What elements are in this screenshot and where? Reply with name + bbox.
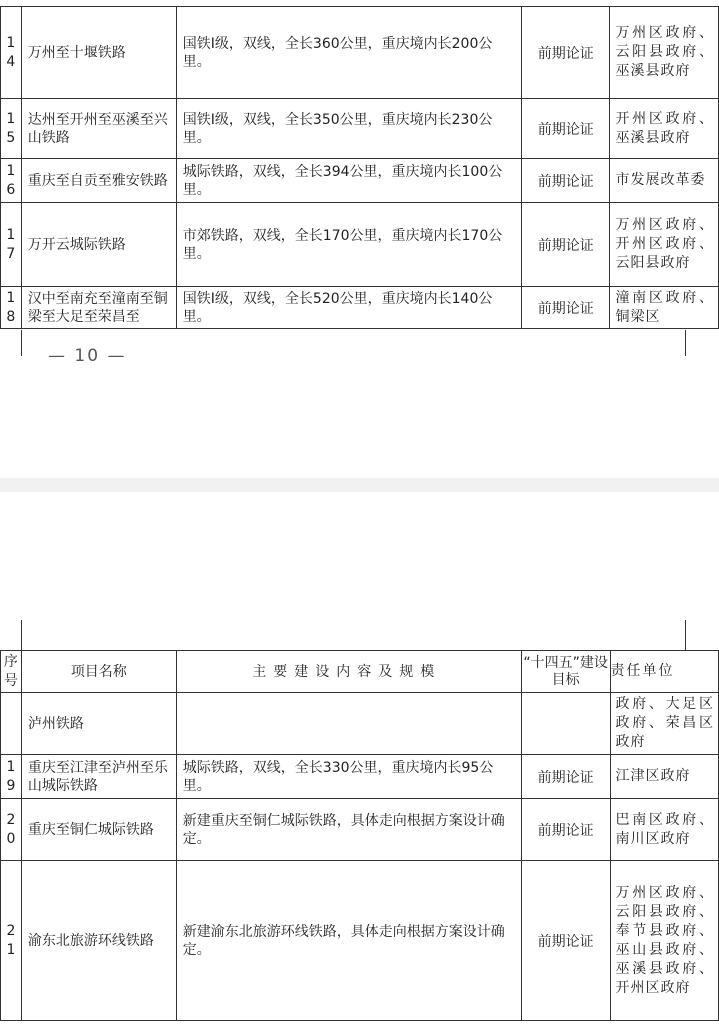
page-border-tick — [21, 330, 22, 356]
target-cell: 前期论证 — [522, 7, 610, 99]
responsible-unit-cell: 巴南区政府、南川区政府 — [610, 799, 718, 861]
table-row — [1, 203, 719, 287]
header-responsible-unit: 责任单位 — [610, 651, 718, 693]
page-border-tick — [685, 330, 686, 356]
table-row — [1, 7, 719, 99]
responsible-unit-cell: 万州区政府、云阳县政府、奉节县政府、巫山县政府、巫溪县政府、开州区政府 — [610, 861, 718, 1021]
page-number: — 10 — — [48, 346, 127, 366]
target-cell: 前期论证 — [521, 861, 610, 1021]
page-border-tick — [685, 620, 686, 650]
project-name-cell: 万开云城际铁路 — [21, 203, 176, 287]
project-name-cell: 重庆至自贡至雅安铁路 — [21, 159, 176, 203]
table-row — [1, 99, 719, 159]
seq-cell: 1 6 — [1, 159, 22, 203]
table-row — [1, 159, 719, 203]
table-row — [1, 287, 719, 329]
content-cell: 国铁Ⅰ级，双线，全长360公里，重庆境内长200公里。 — [176, 7, 521, 99]
responsible-unit-cell: 潼南区政府、铜梁区 — [610, 287, 719, 329]
responsible-unit-cell: 万州区政府、云阳县政府、巫溪县政府 — [610, 7, 719, 99]
project-name-cell: 重庆至铜仁城际铁路 — [21, 799, 176, 861]
content-cell: 城际铁路，双线，全长330公里，重庆境内长95公里。 — [176, 755, 521, 799]
target-cell: 前期论证 — [521, 799, 610, 861]
project-name-cell: 重庆至江津至泸州至乐山城际铁路 — [21, 755, 176, 799]
project-name-cell: 达州至开州至巫溪至兴山铁路 — [21, 99, 176, 159]
project-name-cell: 万州至十堰铁路 — [21, 7, 176, 99]
seq-cell: 2 0 — [1, 799, 22, 861]
content-cell: 新建渝东北旅游环线铁路，具体走向根据方案设计确定。 — [176, 861, 521, 1021]
target-cell: 前期论证 — [522, 287, 610, 329]
seq-cell: 1 4 — [1, 7, 22, 99]
table-header-row — [1, 651, 719, 693]
target-cell — [521, 693, 610, 755]
document-page-10 — [0, 0, 719, 478]
seq-cell: 1 8 — [1, 287, 22, 329]
seq-cell: 1 7 — [1, 203, 22, 287]
content-cell: 新建重庆至铜仁城际铁路，具体走向根据方案设计确定。 — [176, 799, 521, 861]
table-row — [1, 799, 719, 861]
header-content: 主要建设内容及规模 — [176, 651, 521, 693]
responsible-unit-cell: 万州区政府、开州区政府、云阳县政府 — [610, 203, 719, 287]
header-target: “十四五”建设目标 — [521, 651, 610, 693]
content-cell: 国铁Ⅰ级，双线，全长520公里，重庆境内长140公里。 — [176, 287, 521, 329]
page-border-tick — [21, 620, 22, 650]
content-cell: 城际铁路，双线，全长394公里，重庆境内长100公里。 — [176, 159, 521, 203]
project-name-cell: 汉中至南充至潼南至铜梁至大足至荣昌至 — [21, 287, 176, 329]
content-cell: 国铁Ⅰ级，双线，全长350公里，重庆境内长230公里。 — [176, 99, 521, 159]
seq-cell — [1, 693, 22, 755]
project-name-cell: 渝东北旅游环线铁路 — [21, 861, 176, 1021]
seq-cell: 1 5 — [1, 99, 22, 159]
railway-project-table-page-11 — [0, 650, 719, 1021]
project-name-cell: 泸州铁路 — [21, 693, 176, 755]
responsible-unit-cell: 开州区政府、巫溪县政府 — [610, 99, 719, 159]
target-cell: 前期论证 — [522, 99, 610, 159]
table-row — [1, 755, 719, 799]
responsible-unit-cell: 市发展改革委 — [610, 159, 719, 203]
page-separator — [0, 478, 719, 492]
document-page-11 — [0, 492, 719, 1024]
target-cell: 前期论证 — [522, 203, 610, 287]
railway-project-table-page-10 — [0, 6, 719, 329]
content-cell: 市郊铁路，双线，全长170公里，重庆境内长170公里。 — [176, 203, 521, 287]
content-cell — [176, 693, 521, 755]
target-cell: 前期论证 — [522, 159, 610, 203]
responsible-unit-cell: 政府、大足区政府、荣昌区政府 — [610, 693, 718, 755]
table-row — [1, 861, 719, 1021]
table-row — [1, 693, 719, 755]
seq-cell: 1 9 — [1, 755, 22, 799]
target-cell: 前期论证 — [521, 755, 610, 799]
responsible-unit-cell: 江津区政府 — [610, 755, 718, 799]
header-project-name: 项目名称 — [21, 651, 176, 693]
header-seq: 序 号 — [1, 651, 22, 693]
seq-cell: 2 1 — [1, 861, 22, 1021]
